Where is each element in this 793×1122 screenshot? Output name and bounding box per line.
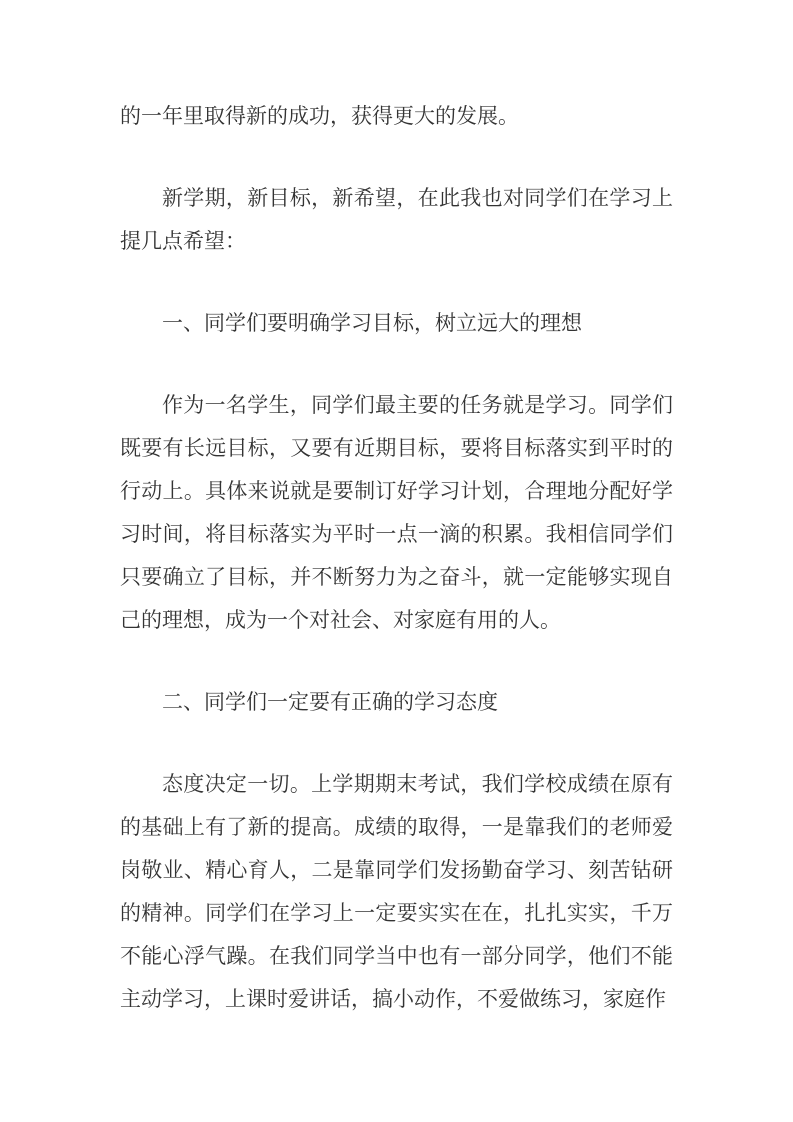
- paragraph-continuation: 的一年里取得新的成功，获得更大的发展。: [120, 104, 519, 128]
- section-heading-one: 一、同学们要明确学习目标，树立远大的理想: [162, 311, 582, 335]
- paragraph-study-attitude: 态度决定一切。上学期期末考试，我们学校成绩在原有的基础上有了新的提高。成绩的取得，一是靠我们的老师爱岗敬业、精心育人，二是靠同学们发扬勤奋学习、刻苦钻研的精神。同学们在学习上一定要实实在在，扎扎实实，千万不能心浮气躁。在我们同学当中也有一部分同学，他们不能主动学习，上课时爱讲话，搞小动作，不爱做练习，家庭作: [120, 772, 673, 1011]
- paragraph-study-goals: 作为一名学生，同学们最主要的任务就是学习。同学们既要有长远目标，又要有近期目标，要将目标落实到平时的行动上。具体来说就是要制订好学习计划，合理地分配好学习时间，将目标落实为平时一点一滴的积累。我相信同学们只要确立了目标，并不断努力为之奋斗，就一定能够实现自己的理想，成为一个对社会、对家庭有用的人。: [120, 393, 673, 632]
- paragraph-intro-hopes: 新学期，新目标，新希望，在此我也对同学们在学习上提几点希望：: [120, 186, 673, 253]
- section-heading-two: 二、同学们一定要有正确的学习态度: [162, 690, 498, 714]
